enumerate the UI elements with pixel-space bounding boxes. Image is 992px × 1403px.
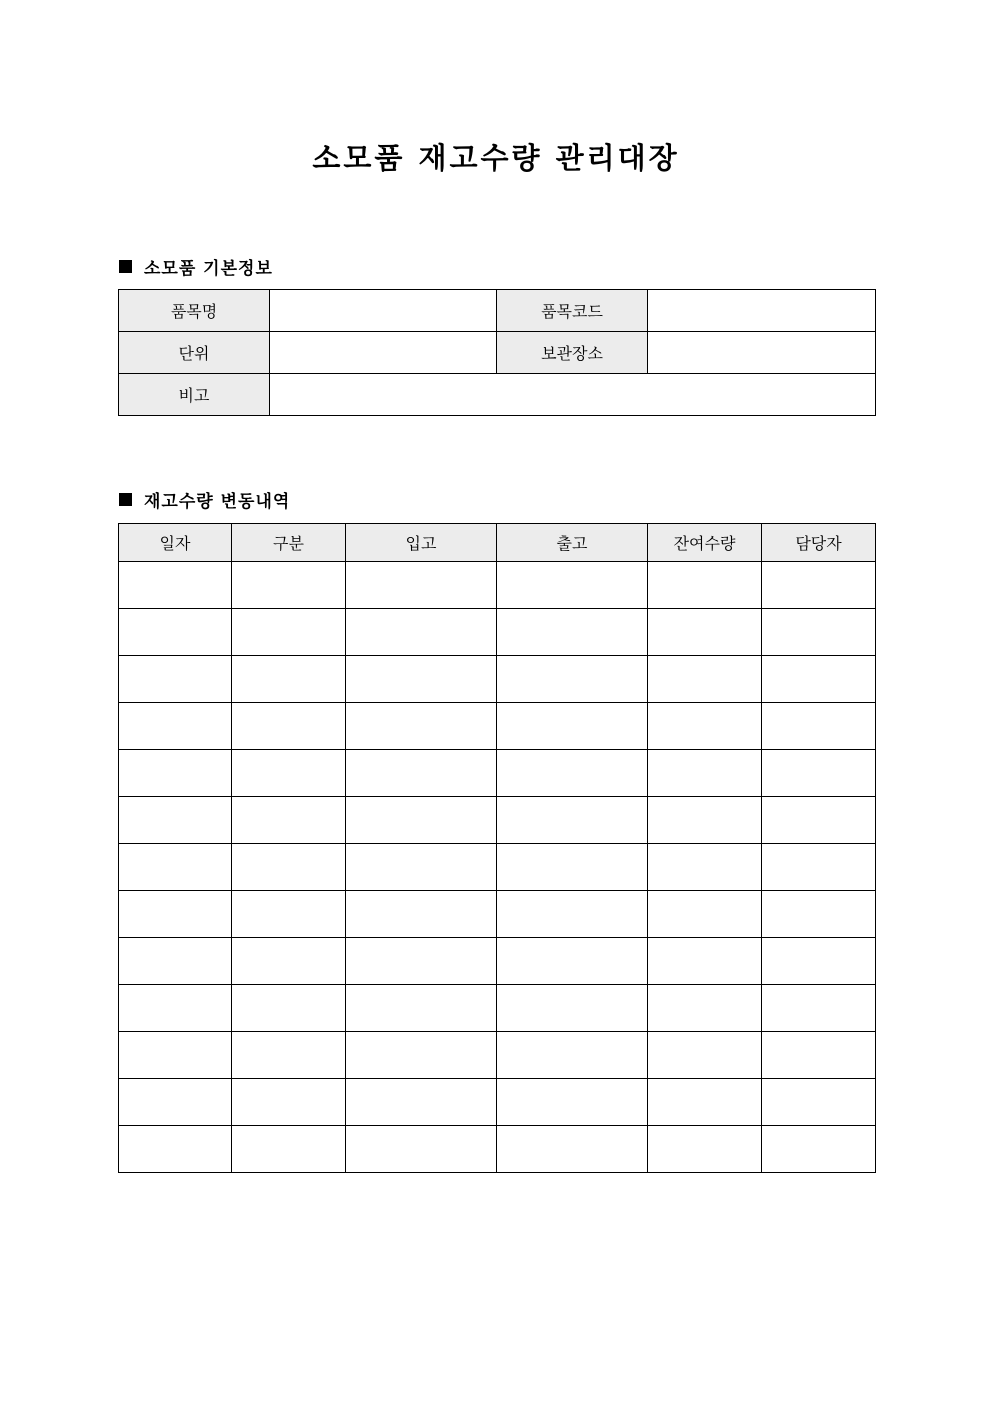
manager-cell[interactable] <box>762 797 876 844</box>
location-label: 보관장소 <box>497 332 648 374</box>
out-cell[interactable] <box>497 609 648 656</box>
table-row <box>119 609 876 656</box>
item-code-label: 품목코드 <box>497 290 648 332</box>
item-name-field[interactable] <box>270 290 497 332</box>
date-cell[interactable] <box>119 656 232 703</box>
in-cell[interactable] <box>346 609 497 656</box>
out-cell[interactable] <box>497 750 648 797</box>
table-row <box>119 844 876 891</box>
column-header-manager: 담당자 <box>762 524 876 562</box>
table-row <box>119 750 876 797</box>
manager-cell[interactable] <box>762 938 876 985</box>
type-cell[interactable] <box>232 1032 346 1079</box>
date-cell[interactable] <box>119 891 232 938</box>
in-cell[interactable] <box>346 985 497 1032</box>
type-cell[interactable] <box>232 562 346 609</box>
square-bullet-icon <box>119 493 132 506</box>
table-row <box>119 797 876 844</box>
basic-info-table <box>118 289 876 416</box>
type-cell[interactable] <box>232 891 346 938</box>
out-cell[interactable] <box>497 703 648 750</box>
column-header-type: 구분 <box>232 524 346 562</box>
manager-cell[interactable] <box>762 656 876 703</box>
square-bullet-icon <box>119 260 132 273</box>
type-cell[interactable] <box>232 609 346 656</box>
type-cell[interactable] <box>232 797 346 844</box>
remaining-cell[interactable] <box>648 1079 762 1126</box>
table-row <box>119 374 876 416</box>
manager-cell[interactable] <box>762 609 876 656</box>
type-cell[interactable] <box>232 750 346 797</box>
in-cell[interactable] <box>346 797 497 844</box>
note-label: 비고 <box>119 374 270 416</box>
stock-log-table <box>118 523 876 1173</box>
manager-cell[interactable] <box>762 750 876 797</box>
date-cell[interactable] <box>119 703 232 750</box>
type-cell[interactable] <box>232 656 346 703</box>
remaining-cell[interactable] <box>648 938 762 985</box>
in-cell[interactable] <box>346 938 497 985</box>
in-cell[interactable] <box>346 750 497 797</box>
manager-cell[interactable] <box>762 1032 876 1079</box>
remaining-cell[interactable] <box>648 656 762 703</box>
in-cell[interactable] <box>346 844 497 891</box>
table-row <box>119 1126 876 1173</box>
remaining-cell[interactable] <box>648 703 762 750</box>
item-name-label: 품목명 <box>119 290 270 332</box>
table-row <box>119 938 876 985</box>
table-row <box>119 332 876 374</box>
date-cell[interactable] <box>119 750 232 797</box>
column-header-remaining: 잔여수량 <box>648 524 762 562</box>
item-code-field[interactable] <box>648 290 876 332</box>
manager-cell[interactable] <box>762 1126 876 1173</box>
manager-cell[interactable] <box>762 562 876 609</box>
manager-cell[interactable] <box>762 703 876 750</box>
table-row <box>119 562 876 609</box>
date-cell[interactable] <box>119 1032 232 1079</box>
remaining-cell[interactable] <box>648 562 762 609</box>
out-cell[interactable] <box>497 1126 648 1173</box>
remaining-cell[interactable] <box>648 985 762 1032</box>
in-cell[interactable] <box>346 656 497 703</box>
column-header-in: 입고 <box>346 524 497 562</box>
unit-field[interactable] <box>270 332 497 374</box>
column-header-out: 출고 <box>497 524 648 562</box>
out-cell[interactable] <box>497 938 648 985</box>
in-cell[interactable] <box>346 891 497 938</box>
in-cell[interactable] <box>346 1079 497 1126</box>
in-cell[interactable] <box>346 1126 497 1173</box>
date-cell[interactable] <box>119 797 232 844</box>
manager-cell[interactable] <box>762 844 876 891</box>
out-cell[interactable] <box>497 985 648 1032</box>
in-cell[interactable] <box>346 562 497 609</box>
manager-cell[interactable] <box>762 891 876 938</box>
remaining-cell[interactable] <box>648 844 762 891</box>
table-row <box>119 1079 876 1126</box>
type-cell[interactable] <box>232 938 346 985</box>
table-row <box>119 656 876 703</box>
table-row <box>119 985 876 1032</box>
table-header-row <box>119 524 876 562</box>
stock-log-heading-label: 재고수량 변동내역 <box>144 492 291 512</box>
table-row <box>119 891 876 938</box>
type-cell[interactable] <box>232 1079 346 1126</box>
table-row <box>119 703 876 750</box>
out-cell[interactable] <box>497 797 648 844</box>
remaining-cell[interactable] <box>648 609 762 656</box>
type-cell[interactable] <box>232 985 346 1032</box>
stock-log-heading <box>119 487 290 512</box>
remaining-cell[interactable] <box>648 891 762 938</box>
table-row <box>119 1032 876 1079</box>
remaining-cell[interactable] <box>648 750 762 797</box>
column-header-date: 일자 <box>119 524 232 562</box>
out-cell[interactable] <box>497 562 648 609</box>
date-cell[interactable] <box>119 985 232 1032</box>
out-cell[interactable] <box>497 1032 648 1079</box>
date-cell[interactable] <box>119 562 232 609</box>
date-cell[interactable] <box>119 938 232 985</box>
basic-info-heading-label: 소모품 기본정보 <box>144 259 273 279</box>
out-cell[interactable] <box>497 656 648 703</box>
date-cell[interactable] <box>119 1126 232 1173</box>
in-cell[interactable] <box>346 703 497 750</box>
type-cell[interactable] <box>232 844 346 891</box>
date-cell[interactable] <box>119 1079 232 1126</box>
manager-cell[interactable] <box>762 1079 876 1126</box>
type-cell[interactable] <box>232 703 346 750</box>
date-cell[interactable] <box>119 609 232 656</box>
in-cell[interactable] <box>346 1032 497 1079</box>
table-row <box>119 290 876 332</box>
remaining-cell[interactable] <box>648 1126 762 1173</box>
note-field[interactable] <box>270 374 876 416</box>
out-cell[interactable] <box>497 891 648 938</box>
location-field[interactable] <box>648 332 876 374</box>
out-cell[interactable] <box>497 844 648 891</box>
basic-info-heading <box>119 254 273 279</box>
type-cell[interactable] <box>232 1126 346 1173</box>
out-cell[interactable] <box>497 1079 648 1126</box>
unit-label: 단위 <box>119 332 270 374</box>
remaining-cell[interactable] <box>648 797 762 844</box>
page-title: 소모품 재고수량 관리대장 <box>312 141 680 175</box>
date-cell[interactable] <box>119 844 232 891</box>
manager-cell[interactable] <box>762 985 876 1032</box>
remaining-cell[interactable] <box>648 1032 762 1079</box>
